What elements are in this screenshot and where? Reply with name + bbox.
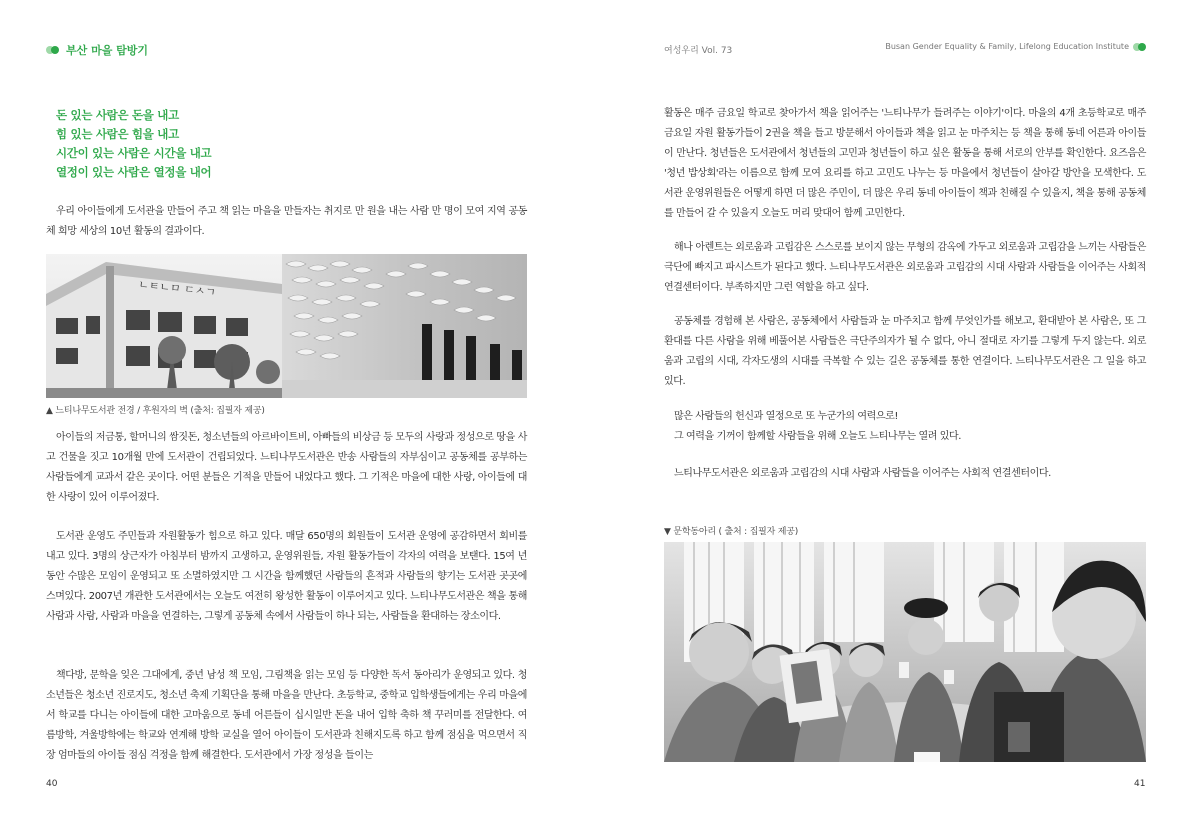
library-photo-caption: ▲ 느티나무도서관 전경 / 후원자의 벽 (출처: 집필자 제공) bbox=[46, 406, 265, 416]
body-paragraph: 공동체를 경험해 본 사람은, 공동체에서 사람들과 눈 마주치고 함께 무엇인가를 해보고, 환대받아 본 사람은, 또 그 환대를 다른 사람을 위해 베풀어본 사람들은 극단주의자가 될 수 없다, 아니 절대로 자기를 그렇게 두지 않는다. 외로움과 고립의 시대, 각자도생의 시대를 극복할 수 있는 길은 공동체를 통한 연결이다. 느티나무도서관은 그 일을 하고 있다. bbox=[664, 316, 1146, 387]
body-paragraph: 활동은 매주 금요일 학교로 찾아가서 책을 읽어주는 '느티나무가 들려주는 이야기'이다. 마을의 4개 초등학교로 매주 금요일 자원 활동가들이 2권을 책을 들고 방문해서 아이들과 책을 읽고 눈 마주치는 등 책을 통해 동네 어른과 아이들이 만난다. 청년들은 도서관에서 청년들의 고민과 청년들이 하고 싶은 활동을 통해 서로의 안부를 확인한다. 요즈음은 '청년 밥상회'라는 이름으로 함께 모여 요리를 하고 고민도 나누는 등 마을에서 청년들이 살아갈 방안을 모색한다. 도서관 운영위원들은 어떻게 하면 더 많은 주민이, 더 많은 우리 동네 아이들이 책과 친해질 수 있을지, 책을 통해 공동체를 만들어 갈 수 있을지 오늘도 머리 맞대어 함께 고민한다. bbox=[664, 108, 1146, 219]
quote-block bbox=[674, 407, 1146, 447]
institute-name: Busan Gender Equality & Family, Lifelong Education Institute bbox=[885, 42, 1129, 51]
group-selfie-image bbox=[664, 542, 1146, 762]
intro-paragraph: 우리 아이들에게 도서관을 만들어 주고 책 읽는 마을을 만들자는 취지로 만 원을 내는 사람 만 명이 모여 지역 공동체 희망 세상의 10년 활동의 결과이다. bbox=[46, 206, 527, 237]
page-number-left: 40 bbox=[46, 779, 58, 789]
issue-label: 여성우리 Vol. 73 bbox=[664, 46, 733, 56]
library-building-image bbox=[46, 254, 527, 398]
quote-line: 그 여력을 기꺼이 함께할 사람들을 위해 오늘도 느티나무는 열려 있다. bbox=[674, 431, 962, 442]
section-title: 부산 마을 탐방기 bbox=[66, 44, 149, 57]
motto-line: 돈 있는 사람은 돈을 내고 bbox=[56, 108, 179, 122]
body-paragraph: 아이들의 저금통, 할머니의 쌈짓돈, 청소년들의 아르바이트비, 아빠들의 비상금 등 모두의 사랑과 정성으로 땅을 사고 건물을 짓고 10개월 만에 도서관이 건립되었다. 느티나무도서관은 반송 사람들의 자부심이고 공동체를 공부하는 사람들에게 교과서 같은 곳이다. 어떤 분들은 기적을 만들어 내었다고 했다. 그 기적은 마을에 대한 사랑, 아이들에 대한 사랑이 있어 이루어졌다. bbox=[46, 432, 527, 503]
motto-line: 열정이 있는 사람은 열정을 내어 bbox=[56, 165, 212, 179]
body-paragraph: 해나 아렌트는 외로움과 고립감은 스스로를 보이지 않는 무형의 감옥에 가두고 외로움과 고립감을 느끼는 사람들은 극단에 빠지고 파시스트가 된다고 했다. 느티나무도서관은 외로움과 고립감의 시대 사람과 사람들을 이어주는 사회적 연결센터이다. 부족하지만 그런 역할을 하고 싶다. bbox=[664, 242, 1146, 293]
motto-line: 힘 있는 사람은 힘을 내고 bbox=[56, 127, 179, 141]
svg-text:ㄴㅌㄴㅁ ㄷㅅㄱ: ㄴㅌㄴㅁ ㄷㅅㄱ bbox=[137, 278, 217, 300]
library-photo bbox=[46, 254, 527, 398]
quote-line: 많은 사람들의 헌신과 열정으로 또 누군가의 여력으로! bbox=[674, 411, 899, 422]
reading-club-photo bbox=[664, 542, 1146, 762]
page-number-right: 41 bbox=[1134, 779, 1146, 789]
closing-line: 느티나무도서관은 외로움과 고립감의 시대 사람과 사람들을 이어주는 사회적 연결센터이다. bbox=[674, 468, 1051, 479]
section-header bbox=[46, 42, 148, 58]
motto-line: 시간이 있는 사람은 시간을 내고 bbox=[56, 146, 212, 160]
body-paragraph: 책다방, 문학을 잊은 그대에게, 중년 남성 책 모임, 그림책을 읽는 모임 등 다양한 독서 동아리가 운영되고 있다. 청소년들은 청소년 진로지도, 청소년 축제 기획단을 통해 마을을 만난다. 초등학교, 중학교 입학생들에게는 우리 마을에서 학교를 다니는 아이들에 대한 고마움으로 동네 어른들이 십시일반 돈을 내어 입학 축하 책 꾸러미를 전달한다. 여름방학, 겨울방학에는 학교와 연계해 방학 교실을 열어 아이들이 도서관과 친해지도록 하고 함께 점심을 먹으면서 직장 엄마들의 아이들 점심 걱정을 함께 해결한다. 도서관에서 가장 정성을 들이는 bbox=[46, 670, 527, 761]
green-dots-icon bbox=[46, 46, 60, 54]
body-paragraph: 도서관 운영도 주민들과 자원활동가 힘으로 하고 있다. 매달 650명의 회원들이 도서관 운영에 공감하면서 회비를 내고 있다. 3명의 상근자가 아침부터 밤까지 고생하고, 운영위원들, 자원 활동가들이 각자의 여력을 보탠다. 15여 년 동안 수많은 모임이 운영되고 또 소멸하였지만 그 시간을 함께했던 사람들의 흔적과 사람들의 향기는 도서관 곳곳에 스며있다. 2007년 개관한 도서관에서는 오늘도 여전히 왕성한 활동이 이루어지고 있다. 느티나무도서관은 책을 통해 사람과 사람, 사람과 마을을 연결하는, 그렇게 공동체 속에서 사람들이 하나 되는, 사람들을 환대하는 장소이다. bbox=[46, 531, 527, 622]
green-dots-icon bbox=[1133, 43, 1147, 51]
club-photo-caption: ▼ 문학동아리 ( 출처 : 집필자 제공) bbox=[664, 527, 799, 537]
institute-header bbox=[885, 42, 1147, 51]
motto-block bbox=[56, 108, 356, 184]
